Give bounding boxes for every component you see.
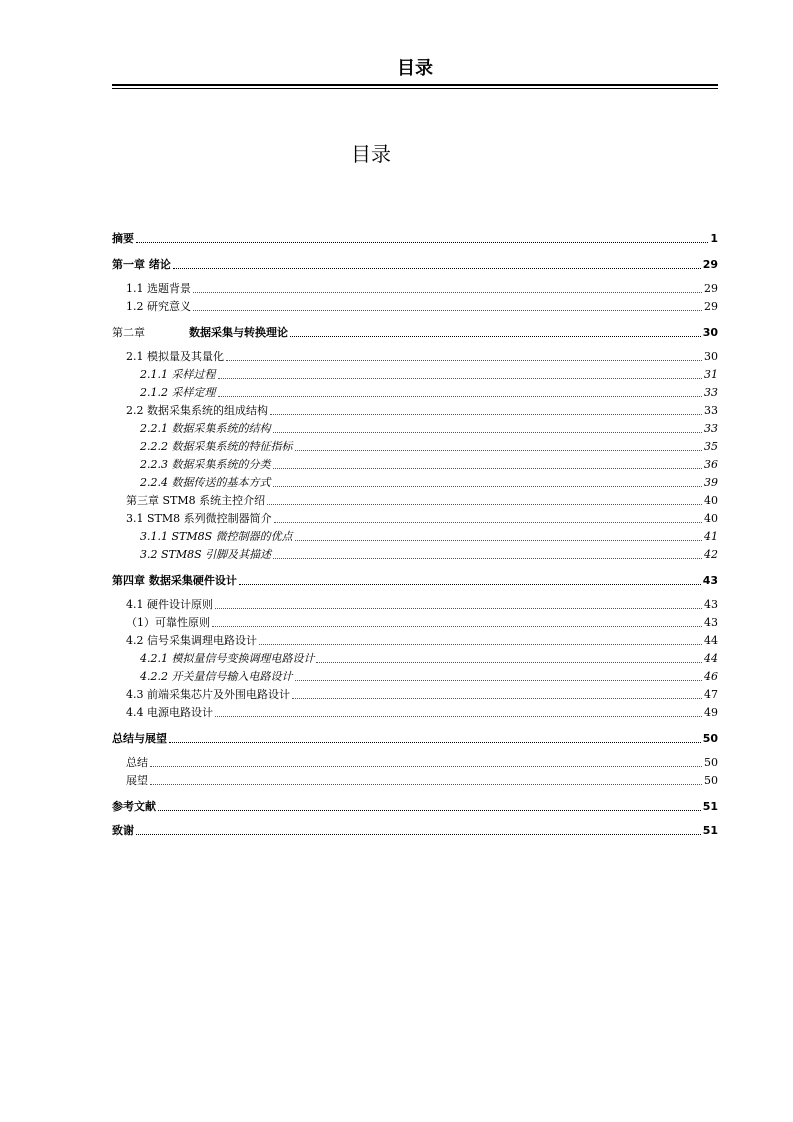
dot-leader <box>158 810 701 811</box>
toc-entry-label: 展望 <box>126 774 148 787</box>
running-header: 目录 <box>397 58 433 79</box>
toc-entry-label: 2.2.2 数据采集系统的特征指标 <box>140 440 293 453</box>
toc-entry-page: 50 <box>704 756 718 769</box>
toc-title: 目录 <box>351 142 391 166</box>
dot-leader <box>193 310 702 311</box>
toc-entry-label: 摘要 <box>112 232 134 245</box>
toc-entry-label: 2.2 数据采集系统的组成结构 <box>126 404 268 417</box>
toc-entry-2-2-3[interactable] <box>140 454 718 472</box>
toc-entry-4-1[interactable] <box>126 594 718 612</box>
dot-leader <box>226 360 702 361</box>
dot-leader <box>150 784 702 785</box>
toc-entry-page: 29 <box>704 282 718 295</box>
toc-entry-label: 第三章 STM8 系统主控介绍 <box>126 494 266 507</box>
dot-leader <box>215 716 702 717</box>
toc-entry-label: 第四章 数据采集硬件设计 <box>112 574 237 587</box>
dot-leader <box>212 626 702 627</box>
toc-entry-label: 4.1 硬件设计原则 <box>126 598 213 611</box>
chapter-number: 第二章 <box>112 326 145 339</box>
toc-entry-label: 2.2.4 数据传送的基本方式 <box>140 476 271 489</box>
toc-entry-label: 4.2 信号采集调理电路设计 <box>126 634 257 647</box>
toc-entry-4-2[interactable] <box>126 630 718 648</box>
toc-entry-label: 第一章 绪论 <box>112 258 171 271</box>
dot-leader <box>273 558 702 559</box>
toc-entry-page: 50 <box>702 732 718 745</box>
toc-entry-label: 4.2.2 开关量信号输入电路设计 <box>140 670 293 683</box>
toc-entry-references[interactable] <box>112 796 718 814</box>
toc-entry-2-2[interactable] <box>126 400 718 418</box>
toc-entry-label: 4.4 电源电路设计 <box>126 706 213 719</box>
toc-entry-label: 1.1 选题背景 <box>126 282 191 295</box>
toc-entry-page: 40 <box>704 494 718 507</box>
toc-entry-summary-outlook[interactable] <box>112 728 718 746</box>
toc-entry-abstract[interactable] <box>112 228 718 246</box>
dot-leader <box>316 662 702 663</box>
toc-entry-page: 46 <box>704 670 718 683</box>
header-rule-thin <box>112 88 718 89</box>
dot-leader <box>290 336 701 337</box>
dot-leader <box>295 540 702 541</box>
toc-entry-page: 30 <box>704 350 718 363</box>
toc-entry-label: 致谢 <box>112 824 134 837</box>
toc-entry-page: 41 <box>704 530 718 543</box>
toc-entry-label: 3.1 STM8 系列微控制器简介 <box>126 512 272 525</box>
dot-leader <box>173 268 701 269</box>
dot-leader <box>273 432 703 433</box>
dot-leader <box>136 834 701 835</box>
dot-leader <box>292 698 702 699</box>
toc-entry-page: 40 <box>704 512 718 525</box>
toc-entry-2-1-1[interactable] <box>140 364 718 382</box>
toc-entry-outlook[interactable] <box>126 770 718 788</box>
toc-entry-label: 2.1.2 采样定理 <box>140 386 216 399</box>
toc-entry-2-1[interactable] <box>126 346 718 364</box>
toc-entry-page: 31 <box>704 368 718 381</box>
dot-leader <box>169 742 701 743</box>
toc-entry-4-2-1[interactable] <box>140 648 718 666</box>
toc-entry-label: 4.2.1 模拟量信号变换调理电路设计 <box>140 652 315 665</box>
toc-entry-4-2-2[interactable] <box>140 666 718 684</box>
toc-entry-page: 44 <box>704 634 718 647</box>
toc-entry-label <box>112 326 288 340</box>
toc-entry-3-1[interactable] <box>126 508 718 526</box>
toc-entry-page: 43 <box>704 616 718 629</box>
toc-entry-3-2[interactable] <box>140 544 718 562</box>
toc-entry-chapter-1[interactable] <box>112 254 718 272</box>
dot-leader <box>295 450 703 451</box>
toc-entry-2-2-2[interactable] <box>140 436 718 454</box>
dot-leader <box>239 584 701 585</box>
toc-entry-page: 43 <box>704 598 718 611</box>
toc-entry-label: 3.2 STM8S 引脚及其描述 <box>140 548 272 561</box>
dot-leader <box>274 522 702 523</box>
toc-entry-page: 49 <box>704 706 718 719</box>
toc-entry-label: 4.3 前端采集芯片及外围电路设计 <box>126 688 290 701</box>
toc-entry-page: 42 <box>704 548 718 561</box>
dot-leader <box>215 608 702 609</box>
toc-entry-2-2-4[interactable] <box>140 472 718 490</box>
toc-entry-4-1-reliability[interactable] <box>126 612 718 630</box>
toc-entry-label: 2.2.3 数据采集系统的分类 <box>140 458 271 471</box>
dot-leader <box>136 242 708 243</box>
dot-leader <box>273 468 703 469</box>
toc-entry-page: 51 <box>702 824 718 837</box>
toc-entry-label: 3.1.1 STM8S 微控制器的优点 <box>140 530 293 543</box>
toc-entry-page: 44 <box>704 652 718 665</box>
toc-entry-page: 51 <box>702 800 718 813</box>
toc-entry-page: 50 <box>704 774 718 787</box>
toc-entry-1-1[interactable] <box>126 278 718 296</box>
dot-leader <box>193 292 702 293</box>
toc-entry-page: 33 <box>704 422 718 435</box>
toc-entry-page: 30 <box>702 326 718 339</box>
toc-entry-label: 参考文献 <box>112 800 156 813</box>
toc-entry-summary[interactable] <box>126 752 718 770</box>
toc-entry-1-2[interactable] <box>126 296 718 314</box>
toc-entry-label: 1.2 研究意义 <box>126 300 191 313</box>
toc-entry-page: 43 <box>702 574 718 587</box>
toc-entry-label: 总结与展望 <box>112 732 167 745</box>
toc-entry-chapter-4[interactable] <box>112 570 718 588</box>
toc-entry-label: 2.1 模拟量及其量化 <box>126 350 224 363</box>
toc-entry-2-1-2[interactable] <box>140 382 718 400</box>
toc-entry-page: 29 <box>704 300 718 313</box>
toc-entry-page: 33 <box>704 386 718 399</box>
dot-leader <box>295 680 703 681</box>
dot-leader <box>270 414 702 415</box>
dot-leader <box>218 378 703 379</box>
dot-leader <box>150 766 702 767</box>
toc-entry-4-3[interactable] <box>126 684 718 702</box>
toc-entry-3-1-1[interactable] <box>140 526 718 544</box>
toc-entry-page: 29 <box>702 258 718 271</box>
dot-leader <box>273 486 703 487</box>
dot-leader <box>267 504 702 505</box>
toc-entry-page: 36 <box>704 458 718 471</box>
toc-entry-page: 33 <box>704 404 718 417</box>
chapter-title: 数据采集与转换理论 <box>189 326 288 339</box>
toc-entry-chapter-2[interactable] <box>112 322 718 340</box>
toc-entry-acknowledgements[interactable] <box>112 820 718 838</box>
toc-entry-page: 35 <box>704 440 718 453</box>
toc-entry-page: 47 <box>704 688 718 701</box>
toc-entry-page: 39 <box>704 476 718 489</box>
dot-leader <box>218 396 703 397</box>
header-rule-thick <box>112 84 718 86</box>
toc-entry-4-4[interactable] <box>126 702 718 720</box>
toc-entry-label: 2.1.1 采样过程 <box>140 368 216 381</box>
toc-entry-label: 总结 <box>126 756 148 769</box>
toc-entry-chapter-3[interactable] <box>126 490 718 508</box>
toc-entry-label: 2.2.1 数据采集系统的结构 <box>140 422 271 435</box>
toc-entry-label: （1）可靠性原则 <box>126 616 210 629</box>
toc-entry-page: 1 <box>710 232 718 245</box>
toc-entry-2-2-1[interactable] <box>140 418 718 436</box>
dot-leader <box>259 644 702 645</box>
